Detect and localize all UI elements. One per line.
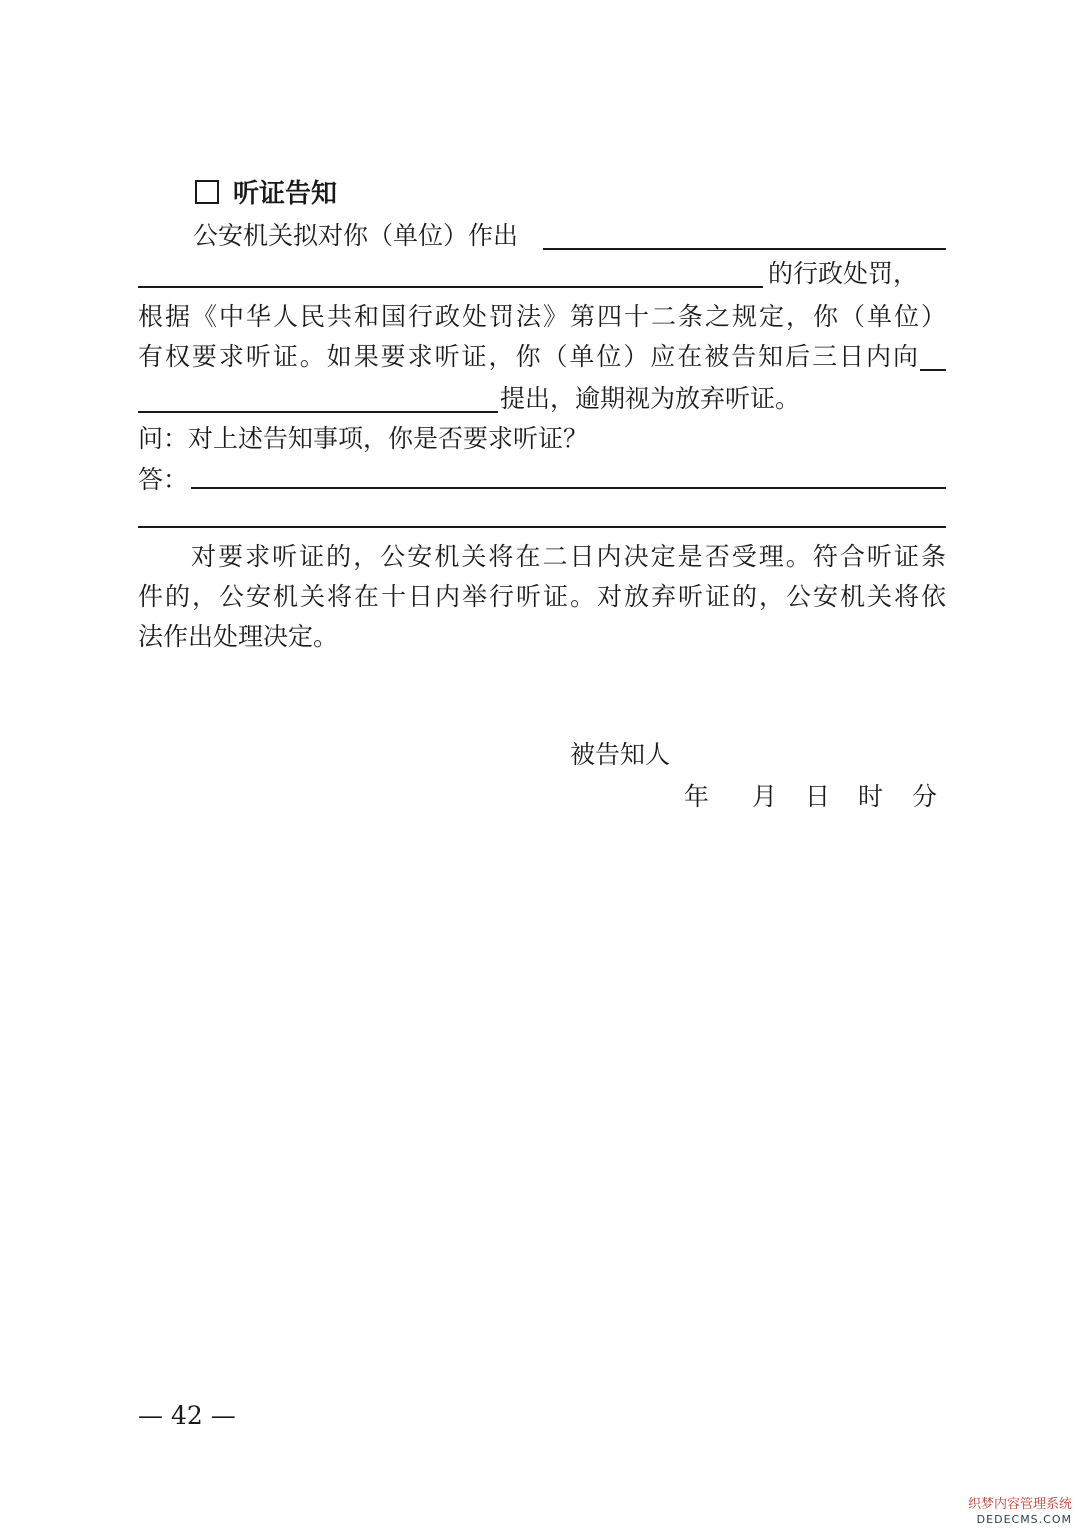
signature-label: 被告知人 (570, 740, 671, 769)
paragraph2-line2: 件的，公安机关将在十日内举行听证。对放弃听证的，公安机关将依 (138, 582, 946, 611)
authority-blank-1[interactable] (920, 369, 946, 371)
paragraph2-line1-text: 对要求听证的，公安机关将在二日内决定是否受理。符合听证条 (191, 542, 946, 571)
paragraph1-line5-text: 提出，逾期视为放弃听证。 (500, 384, 801, 413)
section-title: 听证告知 (233, 179, 338, 209)
answer-label: 答： (138, 465, 189, 494)
answer-blank-1[interactable] (191, 487, 946, 489)
answer-blank-2[interactable] (138, 526, 946, 528)
penalty-blank-2[interactable] (138, 286, 763, 288)
paragraph1-line2-text: 的行政处罚， (768, 259, 919, 288)
penalty-blank-1[interactable] (543, 248, 946, 250)
date-year: 年 (684, 782, 710, 811)
paragraph1-line3: 根据《中华人民共和国行政处罚法》第四十二条之规定，你（单位） (138, 302, 946, 331)
page-number: — 42 — (138, 1401, 236, 1430)
paragraph1-line5 (138, 377, 946, 421)
question-line: 问：对上述告知事项，你是否要求听证？ (138, 424, 589, 453)
paragraph1-line4-text: 有权要求听证。如果要求听证，你（单位）应在被告知后三日内向 (138, 342, 918, 371)
watermark-text-cn: 织梦内容管理系统 (967, 1497, 1072, 1512)
date-day: 日 (805, 782, 831, 811)
answer-line-2 (138, 490, 946, 534)
paragraph1-line1-text: 公安机关拟对你（单位）作出 (193, 221, 519, 250)
date-hour: 时 (858, 782, 884, 811)
date-month: 月 (752, 782, 778, 811)
authority-blank-2[interactable] (138, 411, 498, 413)
paragraph2-line3: 法作出处理决定。 (138, 622, 339, 651)
paragraph1-line2 (138, 252, 946, 296)
watermark-text-en: DEDECMS.COM (976, 1513, 1072, 1526)
paragraph1-line4 (138, 335, 946, 379)
hearing-notice-checkbox[interactable] (195, 180, 219, 204)
section-heading (195, 172, 337, 216)
date-minute: 分 (912, 782, 938, 811)
watermark-logo (962, 1497, 1072, 1526)
paragraph2-line1 (138, 535, 946, 579)
